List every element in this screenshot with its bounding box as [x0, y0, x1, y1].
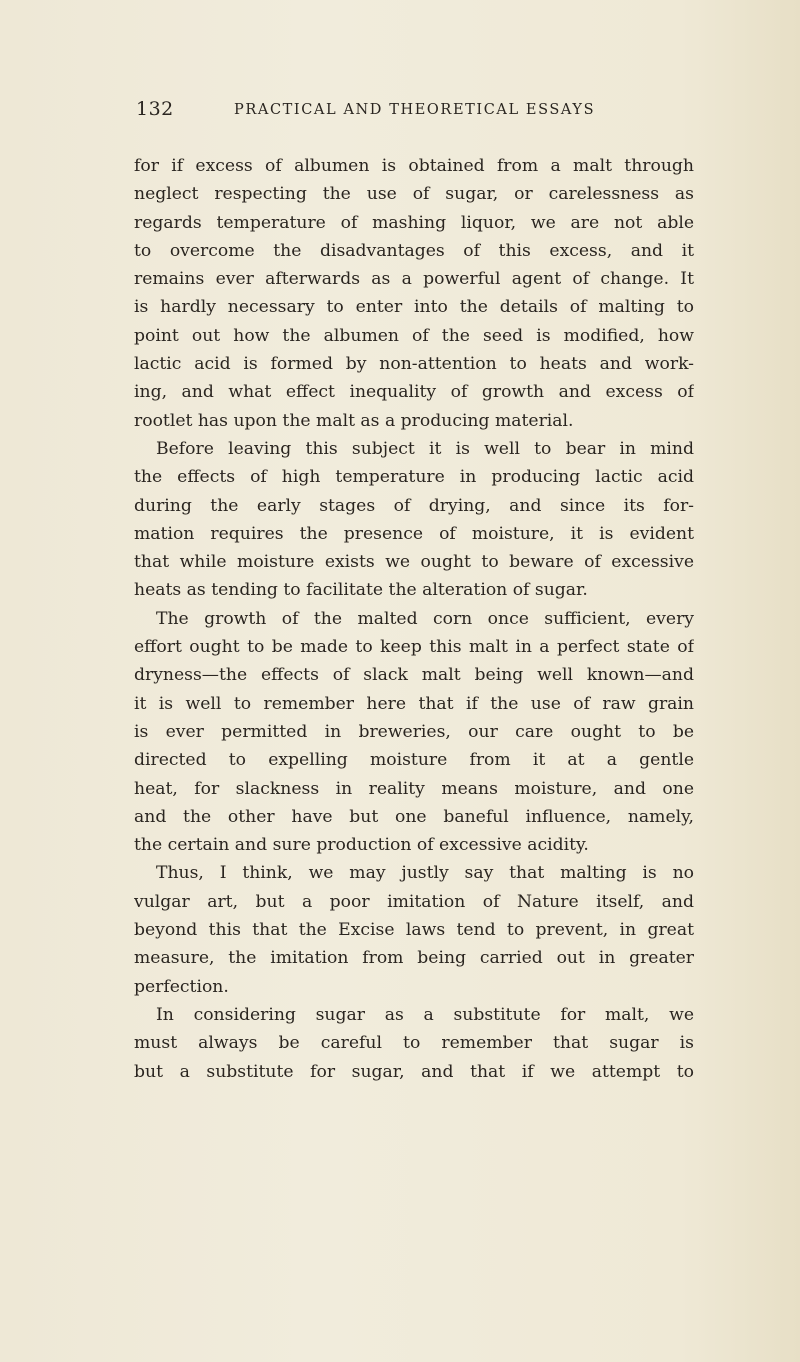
text-line: for if excess of albumen is obtained from a malt through	[134, 156, 694, 176]
text-line: ing, and what effect inequality of growth and excess of	[134, 382, 694, 403]
text-line: but a substitute for sugar, and that if we attempt to	[134, 1061, 694, 1082]
text-line: In considering sugar as a substitute for malt, we	[156, 1004, 694, 1025]
text-line: point out how the albumen of the seed is modified, how	[134, 325, 694, 346]
text-line: must always be careful to remember that sugar is	[134, 1033, 694, 1054]
text-line: lactic acid is formed by non-attention to heats and work-	[134, 354, 694, 375]
text-line: beyond this that the Excise laws tend to prevent, in great	[134, 920, 694, 941]
text-line: heats as tending to facilitate the alteration of sugar.	[134, 580, 588, 601]
page-number: 132	[136, 98, 174, 120]
text-line: that while moisture exists we ought to beware of excessive	[134, 552, 694, 573]
text-line: mation requires the presence of moisture, it is evident	[134, 523, 694, 544]
text-line: regards temperature of mashing liquor, we are not able	[134, 212, 694, 233]
text-line: the certain and sure production of excessive acidity.	[134, 835, 589, 856]
text-line: Thus, I think, we may justly say that malting is no	[156, 863, 694, 884]
text-line: is ever permitted in breweries, our care ought to be	[134, 721, 694, 742]
text-line: remains ever afterwards as a powerful agent of change. It	[134, 269, 694, 290]
running-head: PRACTICAL AND THEORETICAL ESSAYS	[234, 102, 596, 118]
text-line: Before leaving this subject it is well to bear in mind	[156, 438, 694, 459]
text-line: heat, for slackness in reality means moisture, and one	[134, 778, 694, 799]
text-line: and the other have but one baneful influence, namely,	[134, 806, 694, 827]
text-line: neglect respecting the use of sugar, or carelessness as	[134, 184, 694, 205]
text-line: the effects of high temperature in producing lactic acid	[134, 467, 694, 488]
text-line: during the early stages of drying, and since its for-	[134, 495, 694, 516]
text-line: rootlet has upon the malt as a producing material.	[134, 410, 574, 431]
text-line: dryness—the effects of slack malt being well known—and	[134, 665, 694, 686]
text-line: vulgar art, but a poor imitation of Nature itself, and	[134, 891, 694, 912]
text-line: it is well to remember here that if the use of raw grain	[134, 693, 694, 714]
text-line: perfection.	[134, 976, 229, 997]
body-text	[134, 152, 694, 1086]
page-header	[136, 98, 696, 130]
text-line: measure, the imitation from being carried out in greater	[134, 948, 694, 969]
text-line: to overcome the disadvantages of this excess, and it	[134, 240, 694, 261]
text-line: effort ought to be made to keep this malt in a perfect state of	[134, 637, 694, 658]
text-line: is hardly necessary to enter into the details of malting to	[134, 297, 694, 318]
text-line: directed to expelling moisture from it at a gentle	[134, 750, 694, 771]
text-line: The growth of the malted corn once sufficient, every	[156, 608, 694, 629]
